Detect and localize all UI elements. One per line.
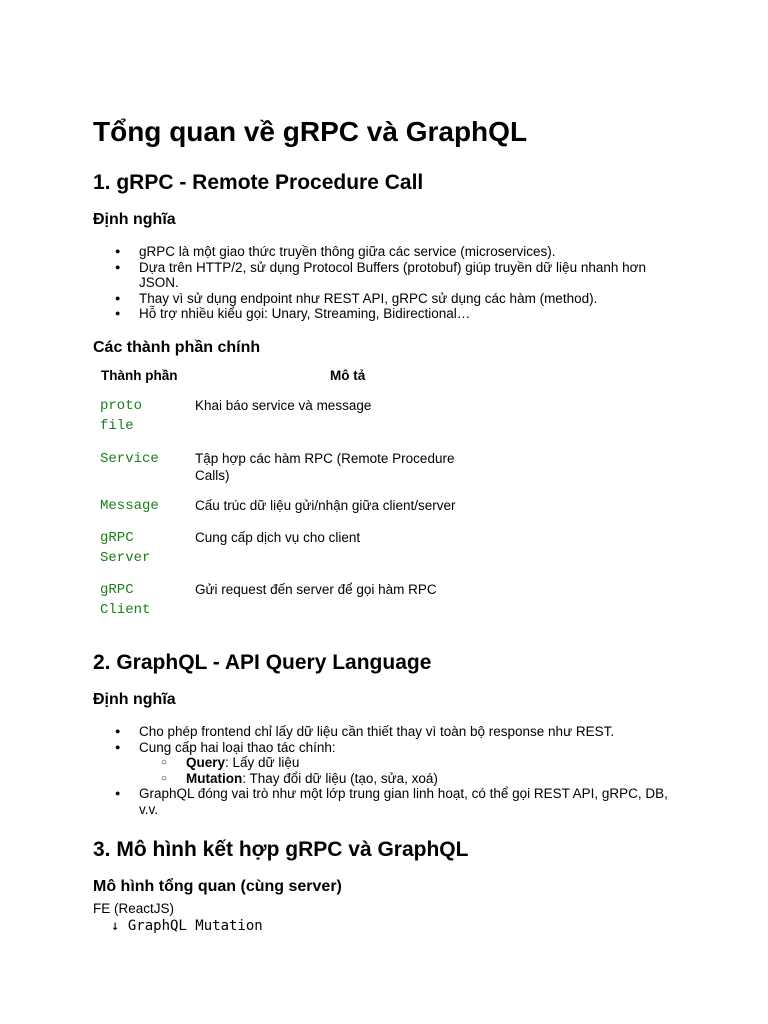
- list-item: ● gRPC là một giao thức truyền thông giữa các service (microservices).: [93, 244, 683, 260]
- list-item: ● Thay vì sử dụng endpoint như REST API, gRPC sử dụng các hàm (method).: [93, 291, 683, 307]
- section-2-bullet-list: [93, 724, 683, 817]
- list-item: ● Hỗ trợ nhiều kiểu gọi: Unary, Streaming, Bidirectional…: [93, 306, 683, 322]
- table-cell-desc: Gửi request đến server để gọi hàm RPC: [195, 582, 437, 597]
- table-header-description: Mô tả: [330, 368, 366, 383]
- table-cell-name: proto file: [100, 398, 143, 434]
- list-item: [93, 740, 683, 787]
- components-table: [93, 366, 493, 626]
- section-1-definition-heading: Định nghĩa: [93, 211, 176, 228]
- query-desc: : Lấy dữ liệu: [225, 755, 300, 770]
- section-1-bullet-list: [93, 244, 683, 322]
- model-heading: Mô hình tổng quan (cùng server): [93, 878, 342, 895]
- model-line-graphql-mutation: ↓ GraphQL Mutation: [111, 918, 263, 934]
- sub-list-item: [139, 771, 683, 787]
- table-cell-desc: Khai báo service và message: [195, 398, 372, 413]
- table-cell-desc: Cung cấp dịch vụ cho client: [195, 530, 361, 545]
- mutation-label: Mutation: [186, 770, 243, 786]
- table-cell-name: Service: [100, 451, 159, 467]
- table-cell-name: gRPC Server: [100, 530, 151, 566]
- table-cell-name: gRPC Client: [100, 582, 151, 618]
- section-2-definition-heading: Định nghĩa: [93, 691, 176, 708]
- mutation-desc: : Thay đổi dữ liệu (tạo, sửa, xoá): [242, 770, 438, 786]
- list-item: ● GraphQL đóng vai trò như một lớp trung gian linh hoạt, có thể gọi REST API, gRPC, DB, v.v.: [93, 786, 683, 817]
- sub-list-item: [139, 755, 683, 771]
- section-2-heading: 2. GraphQL - API Query Language: [93, 651, 432, 674]
- query-label: Query: [186, 755, 226, 770]
- table-cell-desc: Tập hợp các hàm RPC (Remote Procedure Calls): [195, 451, 455, 483]
- components-heading: Các thành phần chính: [93, 339, 261, 356]
- page-title: Tổng quan về gRPC và GraphQL: [93, 116, 528, 147]
- model-line-fe: FE (ReactJS): [93, 901, 175, 916]
- sub-list: [139, 755, 683, 786]
- list-item-text: Cung cấp hai loại thao tác chính:: [139, 739, 336, 755]
- section-1-heading: 1. gRPC - Remote Procedure Call: [93, 171, 424, 194]
- table-cell-name: Message: [100, 498, 159, 514]
- section-3-heading: 3. Mô hình kết hợp gRPC và GraphQL: [93, 838, 469, 861]
- list-item: ● Cho phép frontend chỉ lấy dữ liệu cần thiết thay vì toàn bộ response như REST.: [93, 724, 683, 740]
- table-cell-desc: Cấu trúc dữ liệu gửi/nhận giữa client/server: [195, 498, 456, 513]
- list-item: ● Dựa trên HTTP/2, sử dụng Protocol Buffers (protobuf) giúp truyền dữ liệu nhanh hơn JSON.: [93, 260, 683, 291]
- table-header-component: Thành phần: [101, 368, 178, 383]
